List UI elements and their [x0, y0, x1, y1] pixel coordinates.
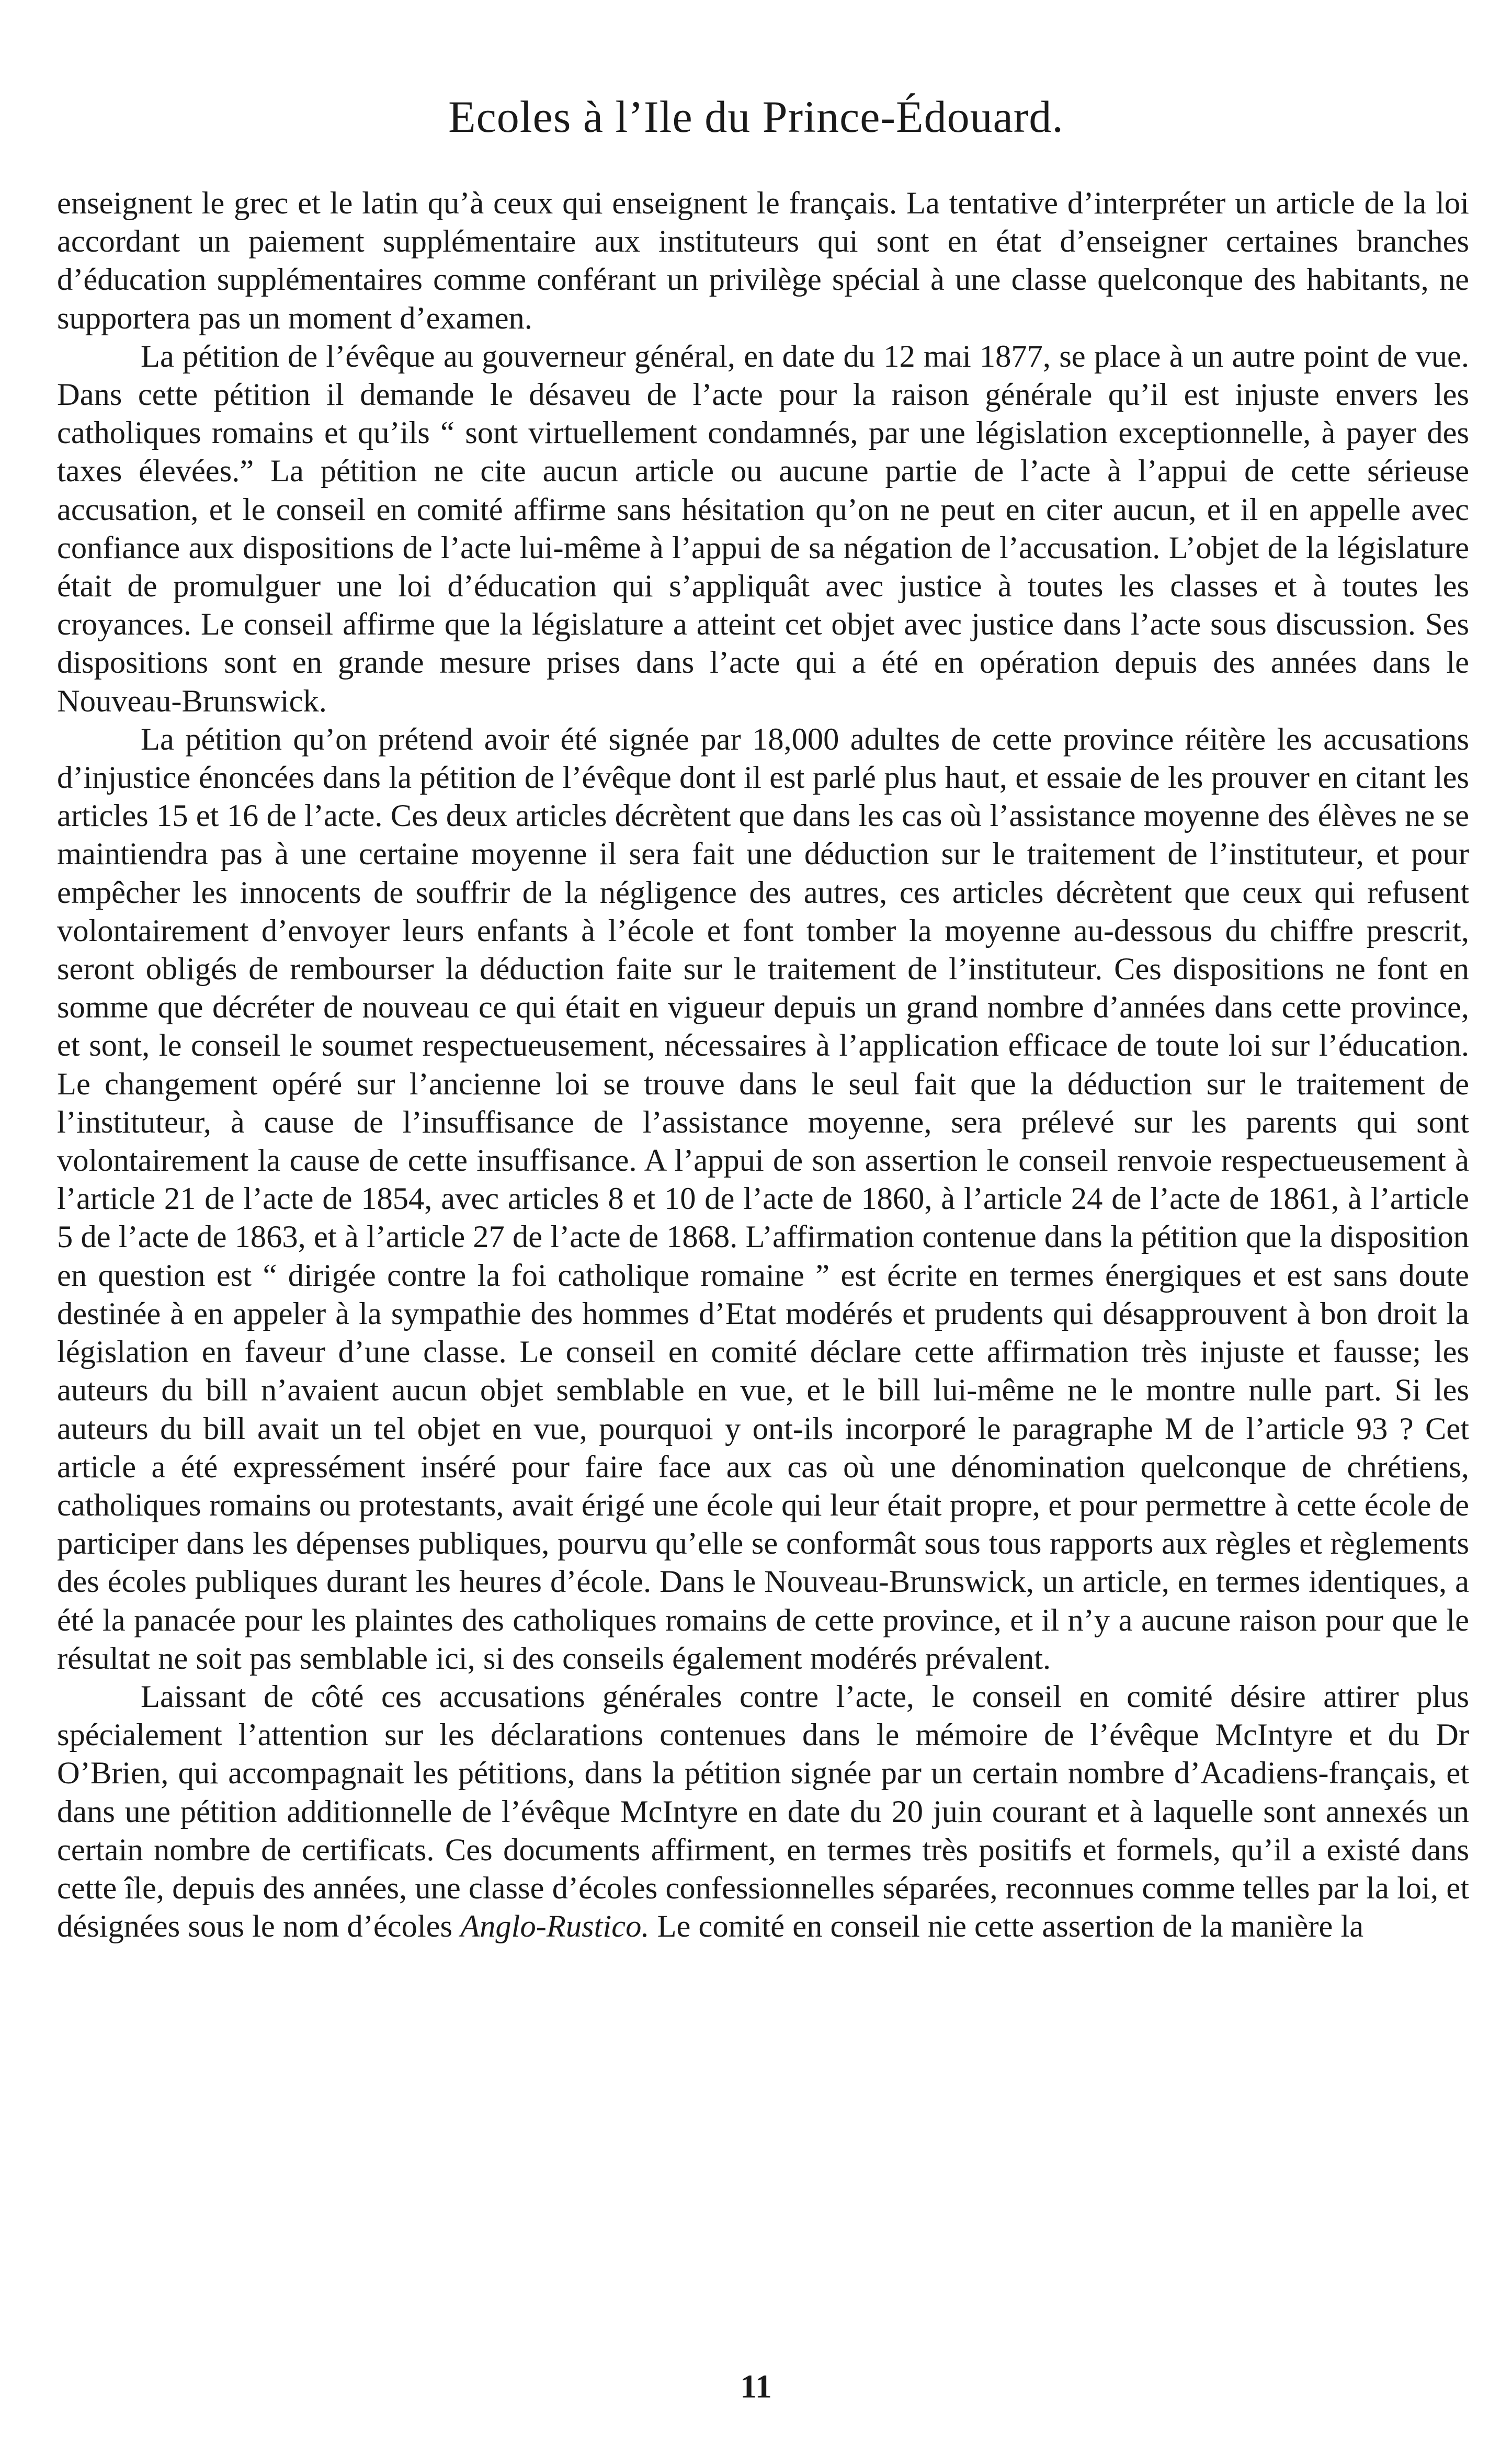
- page-number: 11: [740, 2368, 772, 2405]
- body-text: [57, 184, 1469, 1946]
- paragraph-4: [57, 1678, 1469, 1946]
- paragraph-2: La pétition de l’évêque au gouverneur général, en date du 12 mai 1877, se place à un autre point de vue. Dans cette pétition il demande le désaveu de l’acte pour la raison générale qu’il est injuste envers les catholiques romains et qu’ils “ sont virtuellement condamnés, par une législation exceptionnelle, à payer des taxes élevées.” La pétition ne cite aucun article ou aucune partie de l’acte à l’appui de cette sérieuse accusation, et le conseil en comité affirme sans hésitation qu’on ne peut en citer aucun, et il en appelle avec confiance aux dispositions de l’acte lui-même à l’appui de sa négation de l’accusation. L’objet de la législature était de promulguer une loi d’éducation qui s’appliquât avec justice à toutes les classes et à toutes les croyances. Le conseil affirme que la législature a atteint cet objet avec justice dans l’acte sous discussion. Ses dispositions sont en grande mesure prises dans l’acte qui a été en opération depuis des années dans le Nouveau-Brunswick.: [57, 338, 1469, 719]
- running-head: Ecoles à l’Ile du Prince-Édouard.: [448, 92, 1064, 142]
- paragraph-3: La pétition qu’on prétend avoir été signée par 18,000 adultes de cette province réitère les accusations d’injustice énoncées dans la pétition de l’évêque dont il est parlé plus haut, et essaie de les prouver en citant les articles 15 et 16 de l’acte. Ces deux articles décrètent que dans les cas où l’assistance moyenne des élèves ne se maintiendra pas à une certaine moyenne il sera fait une déduction sur le traitement de l’instituteur, et pour empêcher les innocents de souffrir de la négligence des autres, ces articles décrètent que ceux qui refusent volontairement d’envoyer leurs enfants à l’école et font tomber la moyenne au-dessous du chiffre prescrit, seront obligés de rembourser la déduction faite sur le traitement de l’instituteur. Ces dispositions ne font en somme que décréter de nouveau ce qui était en vigueur depuis un grand nombre d’années dans cette province, et sont, le conseil le soumet respectueusement, nécessaires à l’application efficace de toute loi sur l’éducation. Le changement opéré sur l’ancienne loi se trouve dans le seul fait que la déduction sur le traitement de l’instituteur, à cause de l’insuffisance de l’assistance moyenne, sera prélevé sur les parents qui sont volontairement la cause de cette insuffisance. A l’appui de son assertion le conseil renvoie respectueusement à l’article 21 de l’acte de 1854, avec articles 8 et 10 de l’acte de 1860, à l’article 24 de l’acte de 1861, à l’article 5 de l’acte de 1863, et à l’article 27 de l’acte de 1868. L’affirmation contenue dans la pétition que la disposition en question est “ dirigée contre la foi catholique romaine ” est écrite en termes énergiques et est sans doute destinée à en appeler à la sympathie des hommes d’Etat modérés et prudents qui désapprouvent à bon droit la législation en faveur d’une classe. Le conseil en comité déclare cette affirmation très injuste et fausse; les auteurs du bill n’avaient aucun objet semblable en vue, et le bill lui-même ne le montre nulle part. Si les auteurs du bill avait un tel objet en vue, pourquoi y ont-ils incorporé le paragraphe M de l’article 93 ? Cet article a été expressément inséré pour faire face aux cas où une dénomination quelconque de chrétiens, catholiques romains ou protestants, avait érigé une école qui leur était propre, et pour permettre à cette école de participer dans les dépenses publiques, pourvu qu’elle se conformât sous tous rapports aux règles et règlements des écoles publiques durant les heures d’école. Dans le Nouveau-Brunswick, un article, en termes identiques, a été la panacée pour les plaintes des catholiques romains de cette province, et il n’y a aucune raison pour que le résultat ne soit pas semblable ici, si des conseils également modérés prévalent.: [57, 721, 1469, 1676]
- paragraph-4-emphasis: Anglo-Rustico.: [460, 1909, 650, 1944]
- paragraph-1: enseignent le grec et le latin qu’à ceux qui enseignent le français. La tentative d’interpréter un article de la loi accordant un paiement supplémentaire aux instituteurs qui sont en état d’enseigner certaines branches d’éducation supplémentaires comme conférant un privilège spécial à une classe quelconque des habitants, ne supportera pas un moment d’examen.: [57, 186, 1469, 336]
- paragraph-4-text-after: Le comité en conseil nie cette assertion de la manière la: [649, 1909, 1364, 1944]
- paragraph-4-text-before: Laissant de côté ces accusations générales contre l’acte, le conseil en comité désire attirer plus spécialement l’attention sur les déclarations contenues dans le mémoire de l’évêque McIntyre et du Dr O’Brien, qui accompagnait les pétitions, dans la pétition signée par un certain nombre d’Acadiens-français, et dans une pétition additionnelle de l’évêque McIntyre en date du 20 juin courant et à laquelle sont annexés un certain nombre de certificats. Ces documents affirment, en termes très positifs et formels, qu’il a existé dans cette île, depuis des années, une classe d’écoles confessionnelles séparées, reconnues comme telles par la loi, et désignées sous le nom d’écoles: [57, 1679, 1469, 1944]
